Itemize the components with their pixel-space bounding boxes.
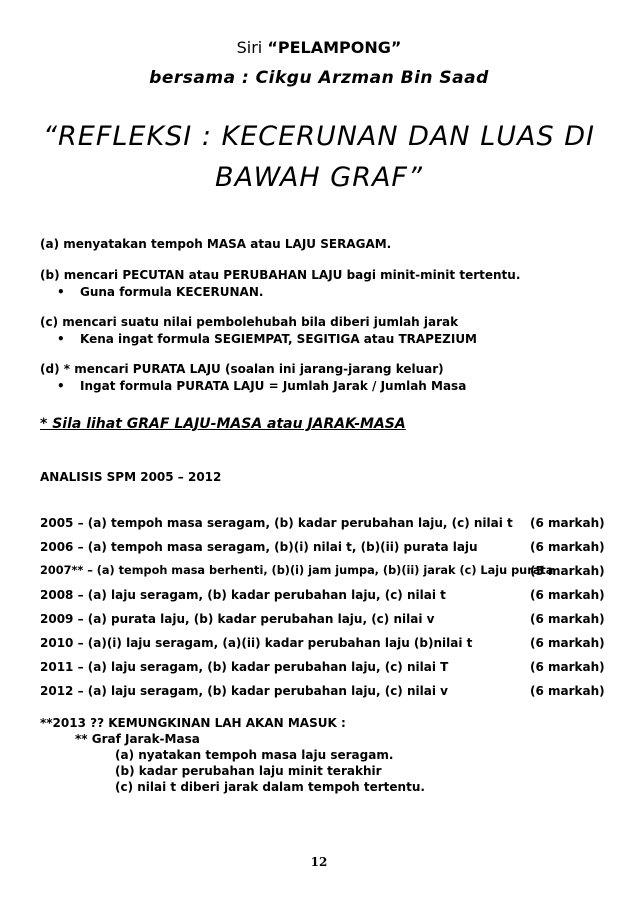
- analysis-row: [40, 564, 605, 581]
- series-heading: [0, 38, 638, 57]
- analysis-row-text: 2006 – (a) tempoh masa seragam, (b)(i) nilai t, (b)(ii) purata laju: [40, 540, 478, 554]
- prediction-item-a: (a) nyatakan tempoh masa laju seragam.: [115, 748, 394, 762]
- point-b-bullet: [60, 284, 263, 301]
- analysis-row: [40, 636, 605, 653]
- analysis-title: ANALISIS SPM 2005 – 2012: [40, 470, 222, 484]
- graph-note: [40, 416, 406, 432]
- title-line-1: “REFLEKSI : KECERUNAN DAN LUAS DI: [43, 121, 595, 152]
- analysis-row-text: 2007** – (a) tempoh masa berhenti, (b)(i) jam jumpa, (b)(ii) jarak (c) Laju purata: [40, 564, 554, 577]
- prediction-item-c: (c) nilai t diberi jarak dalam tempoh tertentu.: [115, 780, 425, 794]
- page-number: 12: [310, 855, 328, 869]
- analysis-row-text: 2005 – (a) tempoh masa seragam, (b) kadar perubahan laju, (c) nilai t: [40, 516, 513, 530]
- analysis-row-mark: (5 markah): [530, 564, 605, 578]
- point-d-bullet-text: Ingat formula PURATA LAJU = Jumlah Jarak / Jumlah Masa: [80, 379, 467, 393]
- prediction-item-b: (b) kadar perubahan laju minit terakhir: [115, 764, 382, 778]
- analysis-row-mark: (6 markah): [530, 540, 605, 554]
- analysis-row: [40, 612, 605, 629]
- analysis-row-text: 2010 – (a)(i) laju seragam, (a)(ii) kadar perubahan laju (b)nilai t: [40, 636, 473, 650]
- point-b-bullet-text: Guna formula KECERUNAN.: [80, 285, 264, 299]
- prediction-subheading: ** Graf Jarak-Masa: [75, 732, 200, 746]
- analysis-row-text: 2012 – (a) laju seragam, (b) kadar perubahan laju, (c) nilai v: [40, 684, 448, 698]
- analysis-row-text: 2011 – (a) laju seragam, (b) kadar perubahan laju, (c) nilai T: [40, 660, 449, 674]
- series-prefix: Siri: [236, 38, 268, 57]
- series-name: “PELAMPONG”: [267, 38, 402, 57]
- prediction-heading: **2013 ?? KEMUNGKINAN LAH AKAN MASUK :: [40, 716, 346, 730]
- analysis-row: [40, 516, 605, 533]
- analysis-row-mark: (6 markah): [530, 516, 605, 530]
- author-line: bersama : Cikgu Arzman Bin Saad: [149, 68, 489, 88]
- point-a: (a) menyatakan tempoh MASA atau LAJU SERAGAM.: [40, 237, 392, 251]
- point-c-bullet-text: Kena ingat formula SEGIEMPAT, SEGITIGA atau TRAPEZIUM: [80, 332, 478, 346]
- analysis-row-text: 2009 – (a) purata laju, (b) kadar perubahan laju, (c) nilai v: [40, 612, 435, 626]
- analysis-row: [40, 684, 605, 701]
- analysis-row-mark: (6 markah): [530, 636, 605, 650]
- page-title: [20, 116, 618, 198]
- title-line-2: BAWAH GRAF”: [215, 162, 423, 193]
- point-c: (c) mencari suatu nilai pembolehubah bila diberi jumlah jarak: [40, 315, 459, 329]
- analysis-row-mark: (6 markah): [530, 684, 605, 698]
- graph-note-text: * Sila lihat GRAF LAJU-MASA atau JARAK-MASA: [40, 416, 406, 432]
- point-c-bullet: [60, 331, 477, 348]
- point-b: (b) mencari PECUTAN atau PERUBAHAN LAJU bagi minit-minit tertentu.: [40, 268, 521, 282]
- analysis-row-mark: (6 markah): [530, 588, 605, 602]
- analysis-row: [40, 540, 605, 557]
- analysis-row-text: 2008 – (a) laju seragam, (b) kadar perubahan laju, (c) nilai t: [40, 588, 446, 602]
- point-d-bullet: [60, 378, 466, 395]
- point-d: (d) * mencari PURATA LAJU (soalan ini jarang-jarang keluar): [40, 362, 444, 376]
- analysis-row: [40, 588, 605, 605]
- analysis-row: [40, 660, 605, 677]
- analysis-row-mark: (6 markah): [530, 612, 605, 626]
- analysis-row-mark: (6 markah): [530, 660, 605, 674]
